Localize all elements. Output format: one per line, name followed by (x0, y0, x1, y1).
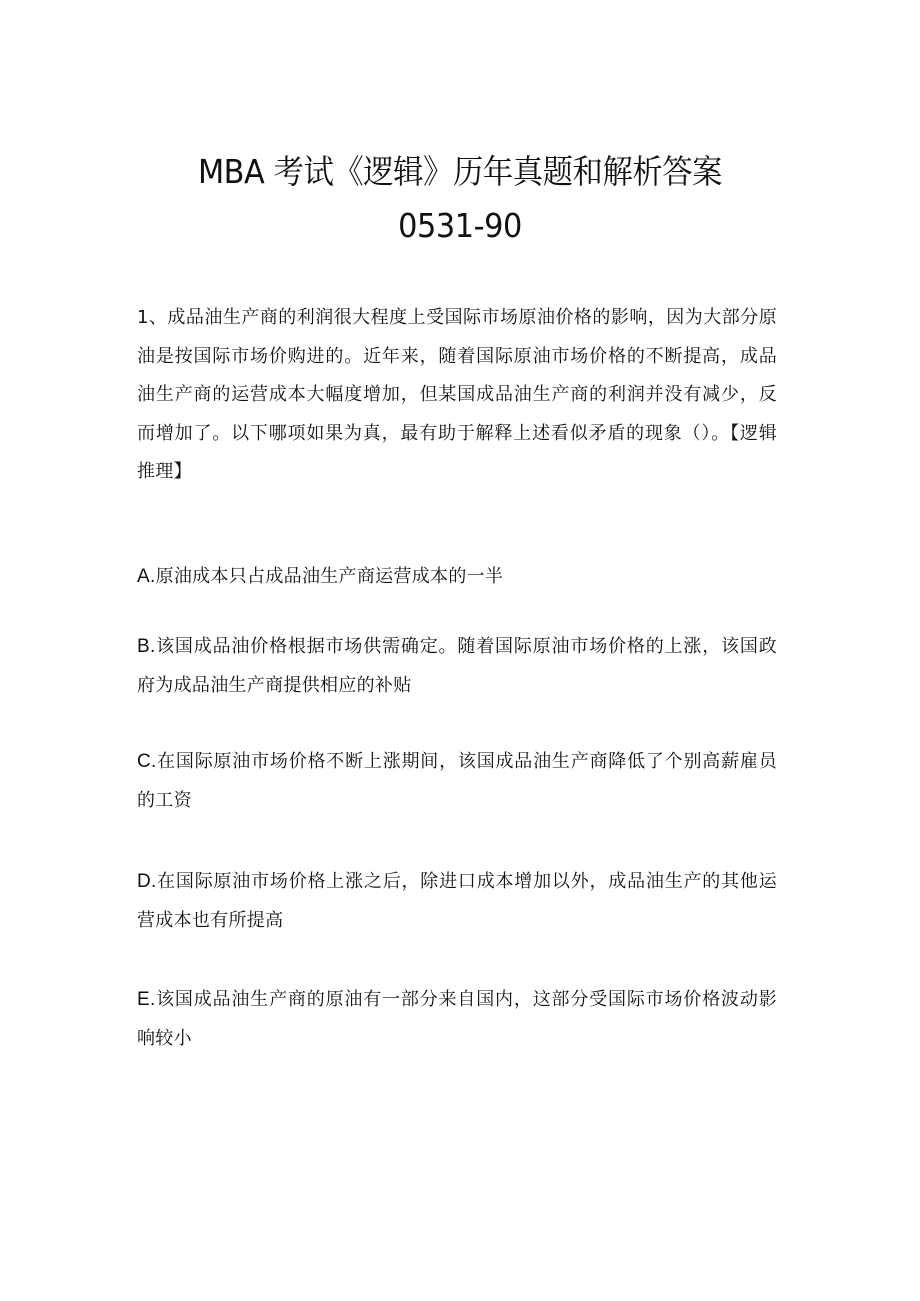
option-d-text: 在国际原油市场价格上涨之后，除进口成本增加以外，成品油生产的其他运营成本也有所提高 (137, 871, 777, 931)
option-a (137, 558, 777, 597)
option-b-letter: B. (137, 636, 156, 657)
question-text: 1、成品油生产商的利润很大程度上受国际市场原油价格的影响，因为大部分原油是按国际市场价购进的。近年来，随着国际原油市场价格的不断提高，成品油生产商的运营成本大幅度增加，但某国成品油生产商的利润并没有减少，反而增加了。以下哪项如果为真，最有助于解释上述看似矛盾的现象（）。【逻辑推理】 (137, 307, 777, 482)
document-title (147, 145, 773, 253)
option-a-letter: A. (137, 566, 156, 587)
option-d (137, 863, 777, 940)
option-b (137, 628, 777, 705)
option-a-text: 原油成本只占成品油生产商运营成本的一半 (155, 566, 504, 587)
option-b-text: 该国成品油价格根据市场供需确定。随着国际原油市场价格的上涨，该国政府为成品油生产商提供相应的补贴 (137, 636, 777, 696)
option-c (137, 743, 777, 820)
option-d-letter: D. (137, 871, 157, 892)
option-e (137, 981, 777, 1058)
option-c-letter: C. (137, 751, 157, 772)
option-e-letter: E. (137, 989, 156, 1010)
option-e-text: 该国成品油生产商的原油有一部分来自国内，这部分受国际市场价格波动影响较小 (137, 989, 777, 1049)
title-line-1: MBA 考试《逻辑》历年真题和解析答案 (197, 152, 723, 191)
title-line-2: 0531-90 (398, 206, 522, 245)
option-c-text: 在国际原油市场价格不断上涨期间，该国成品油生产商降低了个别高薪雇员的工资 (137, 751, 777, 811)
